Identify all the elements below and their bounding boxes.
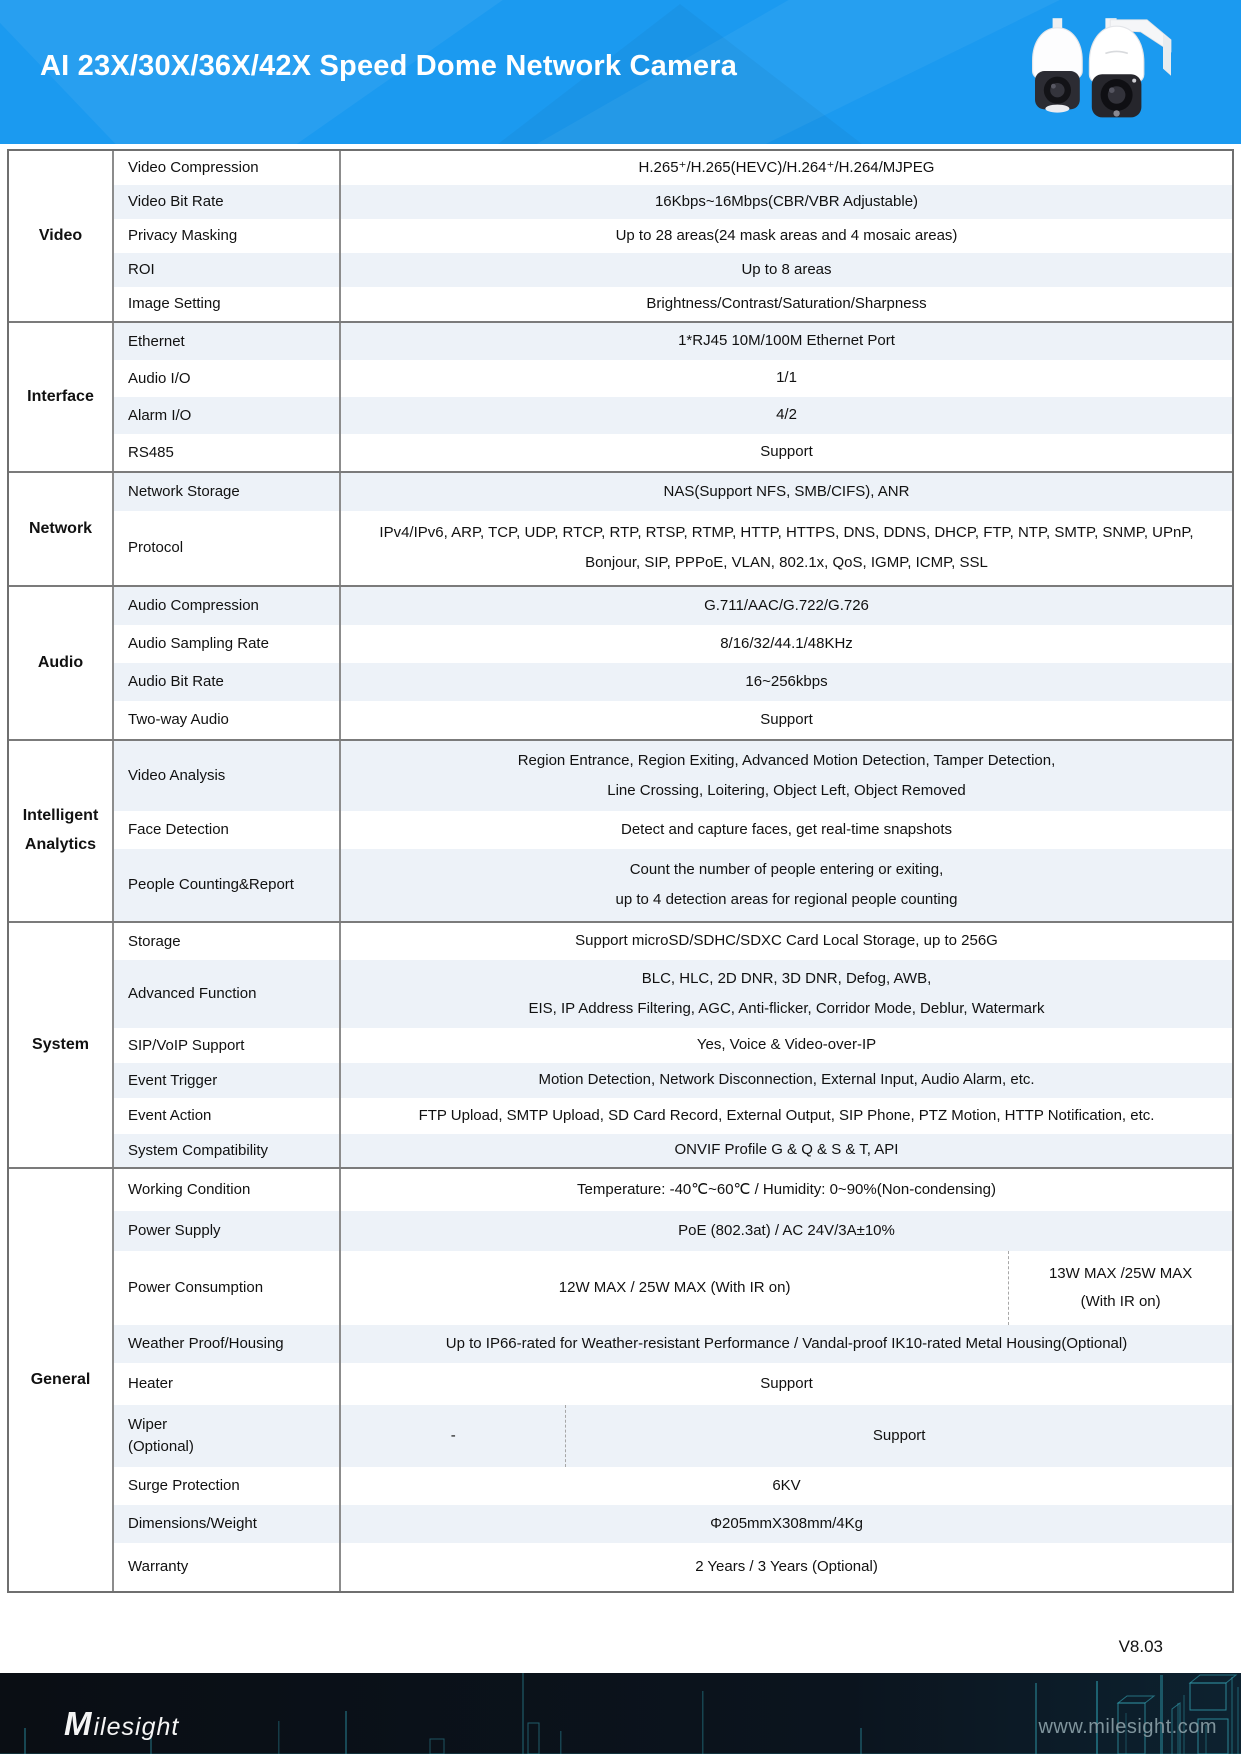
spec-value: Motion Detection, Network Disconnection, External Input, Audio Alarm, etc. <box>538 1071 1035 1089</box>
spec-value: IPv4/IPv6, ARP, TCP, UDP, RTCP, RTP, RTSP, RTMP, HTTP, HTTPS, DNS, DDNS, DHCP, FTP, NTP, SMTP, SNMP, UPnP, <box>379 524 1194 542</box>
spec-value-left: - <box>341 1405 566 1467</box>
spec-value: Up to IP66-rated for Weather-resistant Performance / Vandal-proof IK10-rated Metal Housing(Optional) <box>445 1334 1128 1352</box>
table-row <box>114 151 1232 185</box>
spec-name: Protocol <box>114 511 341 585</box>
spec-value: 4/2 <box>776 406 797 424</box>
spec-table <box>7 149 1234 1593</box>
spec-name: Storage <box>114 923 341 960</box>
spec-value: up to 4 detection areas for regional people counting <box>615 890 958 908</box>
spec-name: Working Condition <box>114 1169 341 1211</box>
category-cell: Audio <box>9 587 114 739</box>
spec-name: People Counting&Report <box>114 849 341 921</box>
spec-name: Audio Bit Rate <box>114 663 341 701</box>
spec-value: G.711/AAC/G.722/G.726 <box>704 596 869 614</box>
table-row <box>114 253 1232 287</box>
speed-dome-camera-image <box>1011 2 1179 140</box>
footer-bar <box>0 1673 1241 1754</box>
spec-value: NAS(Support NFS, SMB/CIFS), ANR <box>663 482 910 500</box>
category-cell: Interface <box>9 323 114 471</box>
section-system <box>9 923 1232 1169</box>
table-row <box>114 1134 1232 1167</box>
table-row <box>114 1505 1232 1543</box>
table-row <box>114 1028 1232 1063</box>
table-row <box>114 1467 1232 1505</box>
category-cell: Intelligent Analytics <box>9 741 114 921</box>
table-row <box>114 1169 1232 1211</box>
spec-value: Bonjour, SIP, PPPoE, VLAN, 802.1x, QoS, IGMP, ICMP, SSL <box>585 553 988 571</box>
table-row <box>114 323 1232 360</box>
spec-value: 8/16/32/44.1/48KHz <box>720 634 853 652</box>
section-audio <box>9 587 1232 741</box>
spec-value: 6KV <box>772 1476 801 1494</box>
spec-value: 16Kbps~16Mbps(CBR/VBR Adjustable) <box>654 192 919 210</box>
table-row <box>114 1211 1232 1251</box>
spec-name: Power Consumption <box>114 1251 341 1325</box>
spec-value: EIS, IP Address Filtering, AGC, Anti-flicker, Corridor Mode, Deblur, Watermark <box>528 999 1045 1017</box>
spec-value: PoE (802.3at) / AC 24V/3A±10% <box>678 1221 895 1239</box>
spec-name: Face Detection <box>114 811 341 849</box>
page-title: AI 23X/30X/36X/42X Speed Dome Network Camera <box>40 50 738 82</box>
table-row-power-consumption <box>114 1251 1232 1325</box>
header-banner <box>0 0 1241 144</box>
table-row <box>114 397 1232 434</box>
table-row <box>114 1325 1232 1363</box>
spec-name: Network Storage <box>114 473 341 511</box>
category-cell: General <box>9 1169 114 1591</box>
section-interface <box>9 323 1232 473</box>
spec-value: Support microSD/SDHC/SDXC Card Local Storage, up to 256G <box>575 932 998 950</box>
spec-value: BLC, HLC, 2D DNR, 3D DNR, Defog, AWB, <box>641 970 932 988</box>
table-row <box>114 625 1232 663</box>
table-row <box>114 587 1232 625</box>
footer-cityscape-graphic <box>0 1673 1241 1754</box>
spec-name: Wiper (Optional) <box>114 1405 341 1467</box>
category-cell: System <box>9 923 114 1167</box>
spec-value-right: 13W MAX /25W MAX (With IR on) <box>1048 1264 1193 1310</box>
section-video <box>9 151 1232 323</box>
spec-value: Φ205mmX308mm/4Kg <box>710 1514 863 1532</box>
spec-name: Audio Sampling Rate <box>114 625 341 663</box>
table-row <box>114 701 1232 739</box>
spec-value: Support <box>760 1374 813 1392</box>
spec-name: Surge Protection <box>114 1467 341 1505</box>
spec-name: Video Analysis <box>114 741 341 811</box>
spec-name: Ethernet <box>114 323 341 360</box>
spec-name: ROI <box>114 253 341 287</box>
spec-name: Advanced Function <box>114 960 341 1028</box>
spec-name: System Compatibility <box>114 1134 341 1167</box>
version-label: V8.03 <box>1118 1637 1163 1656</box>
spec-value: Up to 28 areas(24 mask areas and 4 mosaic areas) <box>615 226 958 244</box>
table-row-wiper <box>114 1405 1232 1467</box>
table-row <box>114 185 1232 219</box>
spec-value: Count the number of people entering or exiting, <box>629 861 944 879</box>
spec-value: Yes, Voice & Video-over-IP <box>696 1036 877 1054</box>
spec-name: Two-way Audio <box>114 701 341 739</box>
spec-value-right: Support <box>872 1426 926 1444</box>
website-url: www.milesight.com <box>1038 1716 1217 1738</box>
spec-value: Region Entrance, Region Exiting, Advanced Motion Detection, Tamper Detection, <box>517 752 1056 770</box>
table-row <box>114 219 1232 253</box>
spec-value: Support <box>760 443 813 461</box>
spec-name: Video Bit Rate <box>114 185 341 219</box>
spec-name: RS485 <box>114 434 341 471</box>
table-row <box>114 473 1232 511</box>
spec-value: Brightness/Contrast/Saturation/Sharpness <box>646 294 927 312</box>
section-network <box>9 473 1232 587</box>
spec-value: Temperature: -40℃~60℃ / Humidity: 0~90%(Non-condensing) <box>577 1180 996 1198</box>
spec-name: Audio Compression <box>114 587 341 625</box>
spec-value: FTP Upload, SMTP Upload, SD Card Record, External Output, SIP Phone, PTZ Motion, HTTP Notification, etc. <box>418 1106 1155 1124</box>
spec-name: Alarm I/O <box>114 397 341 434</box>
section-general <box>9 1169 1232 1591</box>
spec-value: H.265⁺/H.265(HEVC)/H.264⁺/H.264/MJPEG <box>638 158 935 176</box>
table-row <box>114 511 1232 585</box>
category-cell: Video <box>9 151 114 321</box>
spec-name: Privacy Masking <box>114 219 341 253</box>
spec-name: Power Supply <box>114 1211 341 1251</box>
milesight-logo-m: M <box>64 1705 93 1742</box>
table-row <box>114 1543 1232 1591</box>
milesight-logo <box>64 1705 179 1743</box>
spec-value: 2 Years / 3 Years (Optional) <box>695 1557 878 1575</box>
spec-name: Event Trigger <box>114 1063 341 1098</box>
table-row <box>114 960 1232 1028</box>
spec-value: Detect and capture faces, get real-time snapshots <box>620 820 952 838</box>
spec-name: Event Action <box>114 1098 341 1134</box>
table-row <box>114 849 1232 921</box>
milesight-logo-text: ilesight <box>93 1713 180 1741</box>
category-cell: Network <box>9 473 114 585</box>
spec-name: Weather Proof/Housing <box>114 1325 341 1363</box>
table-row <box>114 741 1232 811</box>
spec-value: 1*RJ45 10M/100M Ethernet Port <box>678 332 895 350</box>
spec-value-left: 12W MAX / 25W MAX (With IR on) <box>341 1251 1009 1325</box>
section-intelligent-analytics <box>9 741 1232 923</box>
spec-name: Image Setting <box>114 287 341 321</box>
spec-name: Warranty <box>114 1543 341 1591</box>
table-row <box>114 663 1232 701</box>
spec-name: SIP/VoIP Support <box>114 1028 341 1063</box>
table-row <box>114 287 1232 321</box>
table-row <box>114 1098 1232 1134</box>
table-row <box>114 1063 1232 1098</box>
spec-name: Video Compression <box>114 151 341 185</box>
spec-value: ONVIF Profile G & Q & S & T, API <box>674 1141 899 1159</box>
spec-value: Line Crossing, Loitering, Object Left, Object Removed <box>607 781 966 799</box>
spec-name: Audio I/O <box>114 360 341 397</box>
spec-value: 1/1 <box>776 369 797 387</box>
spec-value: Up to 8 areas <box>741 260 832 278</box>
table-row <box>114 360 1232 397</box>
table-row <box>114 923 1232 960</box>
spec-name: Heater <box>114 1363 341 1405</box>
spec-name: Dimensions/Weight <box>114 1505 341 1543</box>
spec-value: 16~256kbps <box>745 672 828 690</box>
spec-value: Support <box>760 710 813 728</box>
table-row <box>114 434 1232 471</box>
table-row <box>114 811 1232 849</box>
table-row <box>114 1363 1232 1405</box>
